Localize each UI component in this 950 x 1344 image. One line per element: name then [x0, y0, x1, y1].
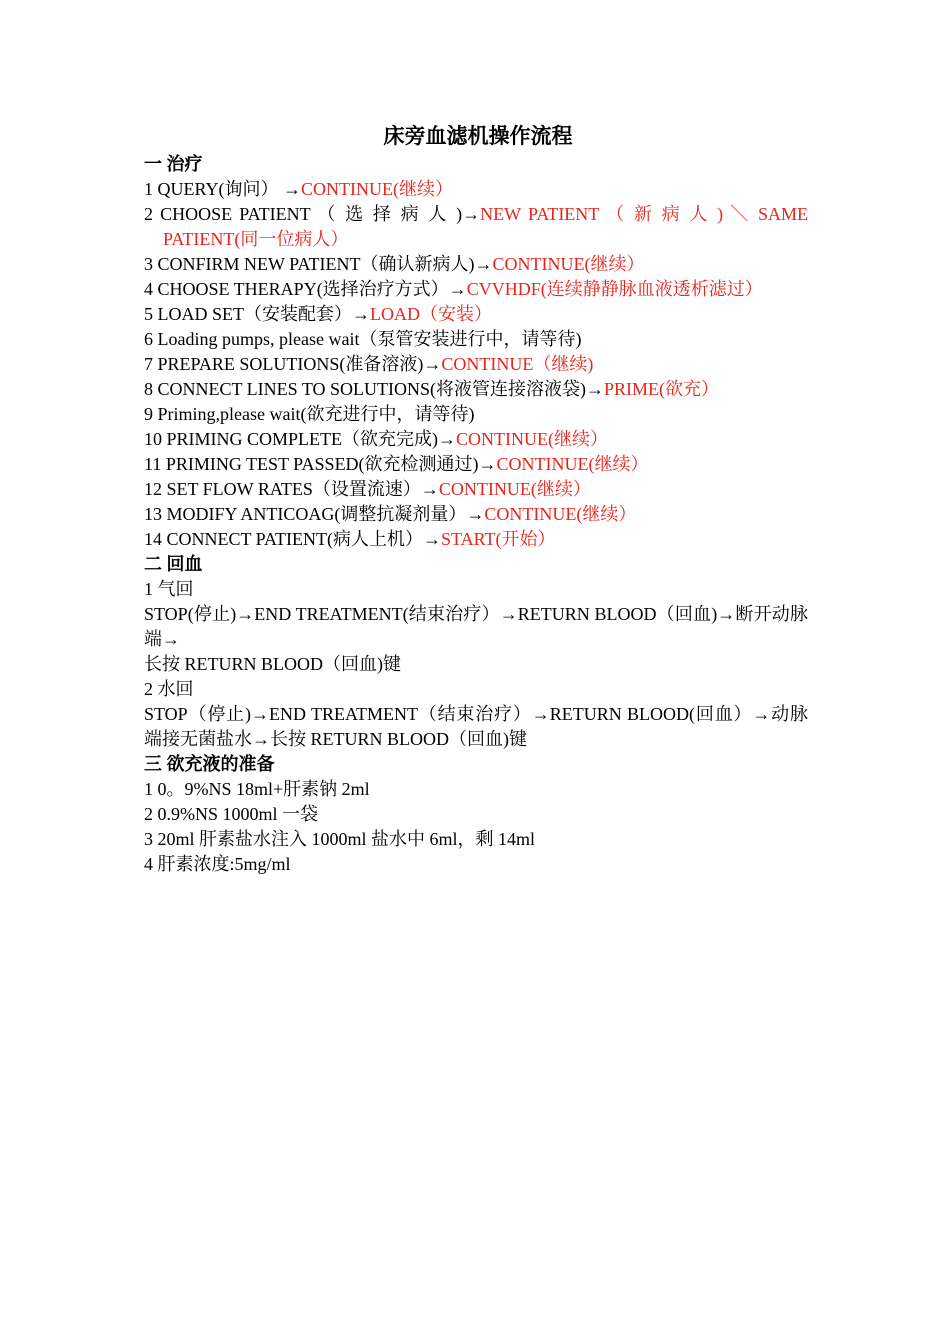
paragraph-air-return-end: 长按 RETURN BLOOD（回血)键 — [144, 654, 401, 674]
step-line — [144, 452, 808, 477]
step-line — [144, 377, 808, 402]
step-text: 2 CHOOSE PATIENT （ 选 择 病 人 )→ — [144, 204, 481, 224]
subsection-saline-return: 2 水回 — [144, 679, 194, 699]
step-action: START(开始） — [441, 529, 556, 549]
step-action: NEW PATIENT （ 新 病 人 ) ＼ SAME PATIENT(同一位病人） — [163, 204, 808, 249]
step-line — [144, 302, 808, 327]
step-text: 7 PREPARE SOLUTIONS(准备溶液)→ — [144, 354, 442, 374]
step-action: CONTINUE(继续） — [484, 504, 637, 524]
section-heading-priming-prep: 三 欲充液的准备 — [144, 754, 275, 774]
step-text: 11 PRIMING TEST PASSED(欲充检测通过)→ — [144, 454, 497, 474]
step-line — [144, 252, 808, 277]
step-text: 8 CONNECT LINES TO SOLUTIONS(将液管连接溶液袋)→ — [144, 379, 605, 399]
step-action: CONTINUE(继续） — [438, 479, 591, 499]
step-text: 5 LOAD SET（安装配套）→ — [144, 304, 370, 324]
step-action: CONTINUE（继续) — [441, 354, 594, 374]
step-action: LOAD（安装） — [370, 304, 492, 324]
step-text: 9 Priming,please wait(欲充进行中，请等待) — [144, 404, 475, 424]
step-text: 10 PRIMING COMPLETE（欲充完成)→ — [144, 429, 457, 449]
step-action: CONTINUE(继续） — [496, 454, 649, 474]
list-item: 1 0。9%NS 18ml+肝素钠 2ml — [144, 779, 370, 799]
step-text: 14 CONNECT PATIENT(病人上机）→ — [144, 529, 442, 549]
step-text: 4 CHOOSE THERAPY(选择治疗方式）→ — [144, 279, 467, 299]
step-action: CONTINUE(继续） — [456, 429, 608, 449]
step-line — [144, 352, 808, 377]
step-text: 13 MODIFY ANTICOAG(调整抗凝剂量）→ — [144, 504, 485, 524]
step-line — [144, 277, 808, 302]
paragraph-air-return: STOP(停止)→END TREATMENT(结束治疗）→RETURN BLOOD（回血)→断开动脉端→ — [144, 604, 808, 649]
list-item: 2 0.9%NS 1000ml 一袋 — [144, 804, 319, 824]
step-line — [144, 327, 808, 352]
list-item: 3 20ml 肝素盐水注入 1000ml 盐水中 6ml，剩 14ml — [144, 829, 536, 849]
step-text: 6 Loading pumps, please wait（泵管安装进行中，请等待) — [144, 329, 582, 349]
paragraph-saline-return: STOP（停止)→END TREATMENT（结束治疗）→RETURN BLOOD(回血）→动脉端接无菌盐水→长按 RETURN BLOOD（回血)键 — [144, 704, 808, 749]
list-item: 4 肝素浓度:5mg/ml — [144, 854, 291, 874]
step-line — [144, 177, 808, 202]
step-line — [144, 502, 808, 527]
section-heading-blood-return: 二 回血 — [144, 554, 203, 574]
step-line — [144, 402, 808, 427]
step-line — [144, 527, 808, 552]
step-action: PRIME(欲充） — [604, 379, 720, 399]
step-action: CVVHDF(连续静静脉血液透析滤过） — [466, 279, 763, 299]
document-page — [144, 120, 808, 877]
step-text: 3 CONFIRM NEW PATIENT（确认新病人)→ — [144, 254, 493, 274]
subsection-air-return: 1 气回 — [144, 579, 194, 599]
section-heading-treatment: 一 治疗 — [144, 154, 203, 174]
document-title: 床旁血滤机操作流程 — [383, 124, 573, 148]
step-line — [144, 477, 808, 502]
step-line — [144, 202, 808, 252]
step-text: 1 QUERY(询问） → — [144, 179, 301, 199]
step-action: CONTINUE(继续） — [492, 254, 645, 274]
step-line — [144, 427, 808, 452]
step-text: 12 SET FLOW RATES（设置流速）→ — [144, 479, 439, 499]
step-action: CONTINUE(继续） — [301, 179, 453, 199]
